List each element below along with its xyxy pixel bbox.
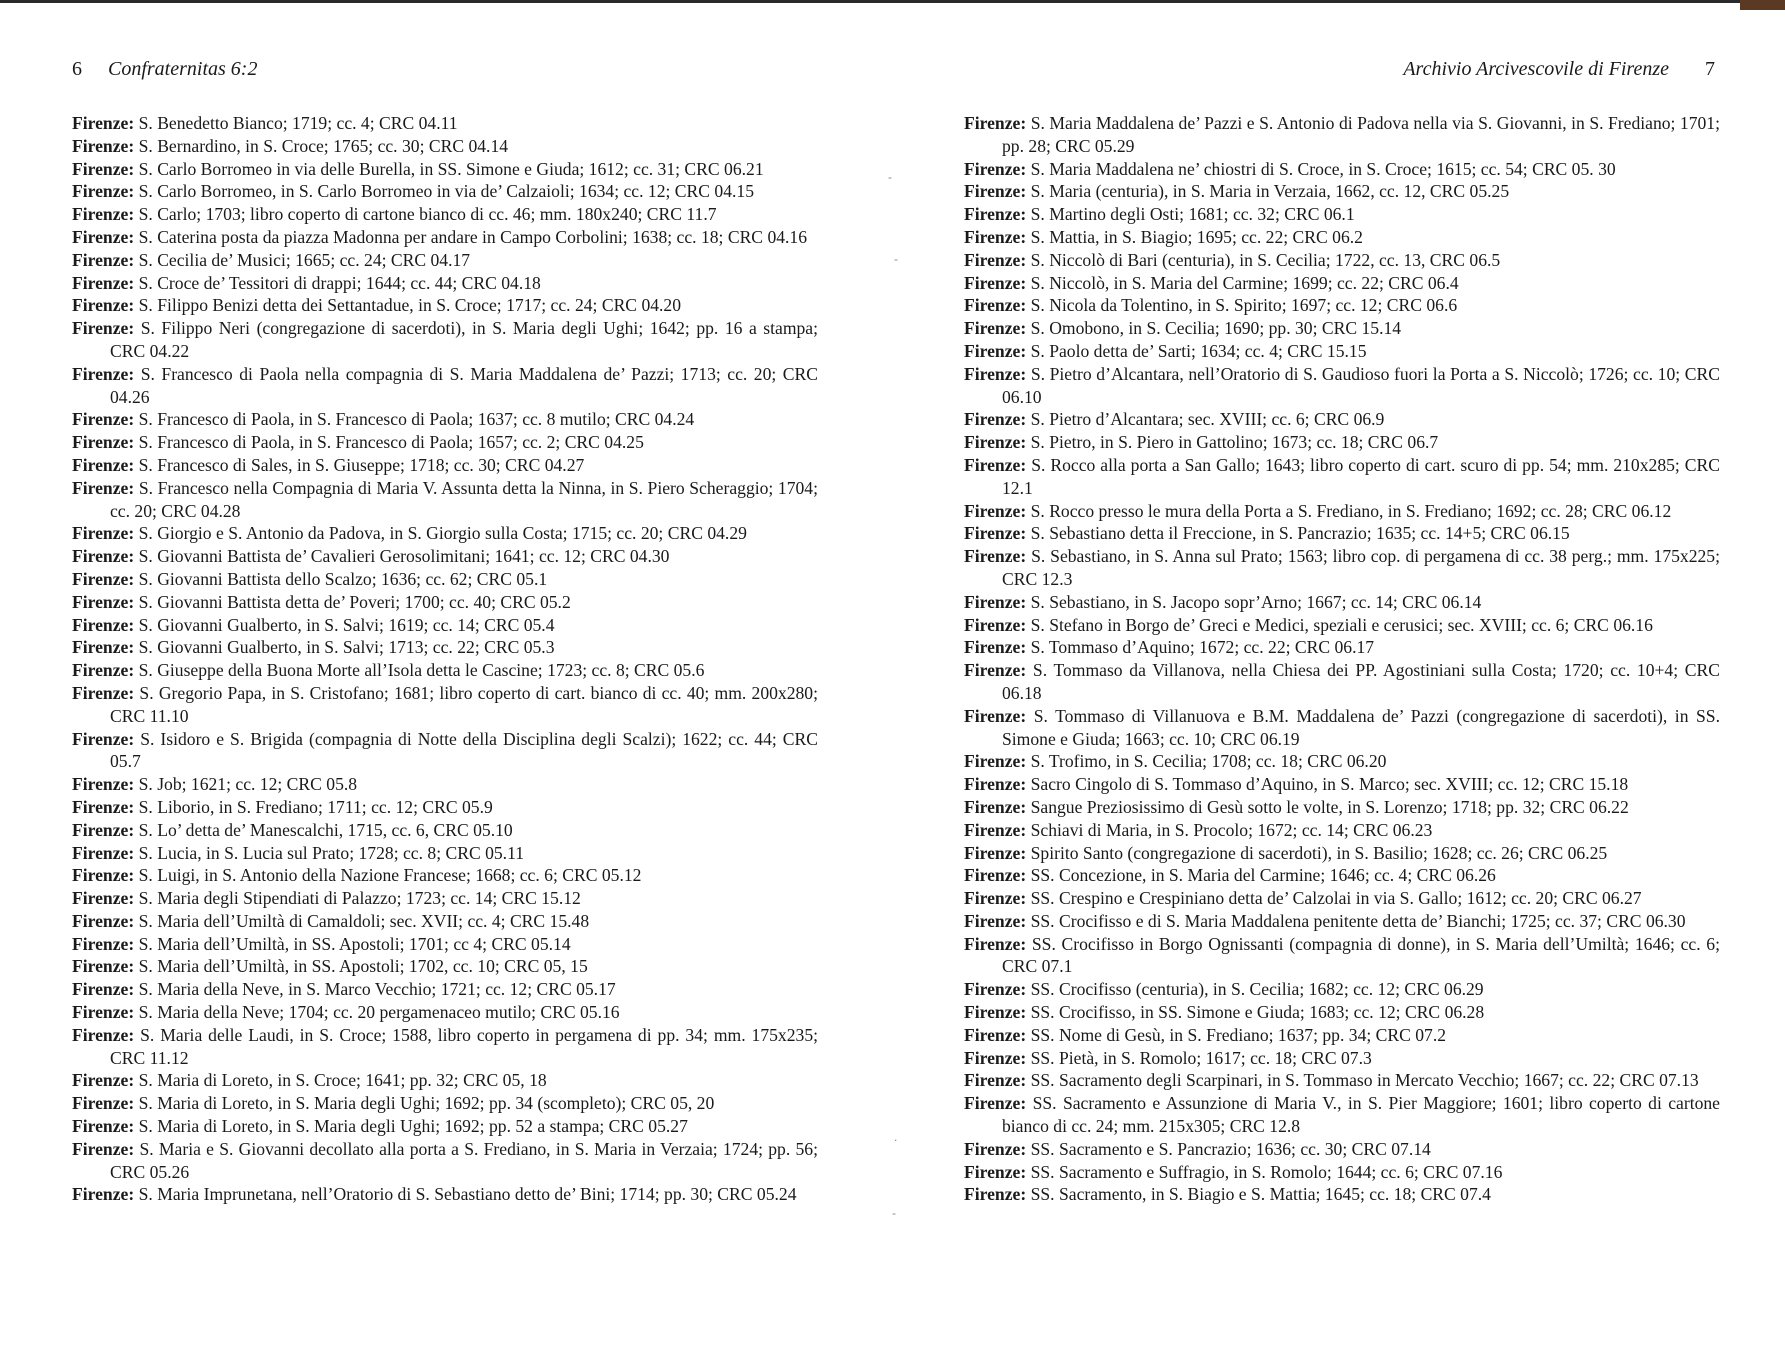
entry-text: S. Maria di Loreto, in S. Maria degli Ughi; 1692; pp. 52 a stampa; CRC 05.27	[138, 1116, 688, 1137]
entry-text: SS. Crocifisso (centuria), in S. Cecilia; 1682; cc. 12; CRC 06.29	[1030, 979, 1484, 1000]
entry-place: Firenze:	[72, 774, 135, 795]
entry-text: S. Carlo; 1703; libro coperto di cartone bianco di cc. 46; mm. 180x240; CRC 11.7	[138, 204, 717, 225]
entry-text: S. Maria e S. Giovanni decollato alla porta a S. Frediano, in S. Maria in Verzaia; 1724; pp. 56; CRC 05.26	[110, 1138, 818, 1182]
entry-place: Firenze:	[72, 796, 135, 817]
entry-place: Firenze:	[964, 774, 1027, 795]
catalog-entry	[72, 408, 818, 431]
catalog-entry	[964, 272, 1720, 295]
gutter-mark: -	[888, 170, 892, 184]
catalog-entry	[964, 249, 1720, 272]
entry-text: S. Mattia, in S. Biagio; 1695; cc. 22; CRC 06.2	[1030, 226, 1363, 247]
entry-place: Firenze:	[964, 751, 1027, 772]
catalog-entry	[72, 545, 818, 568]
entry-text: S. Bernardino, in S. Croce; 1765; cc. 30; CRC 04.14	[138, 135, 509, 156]
entry-text: S. Sebastiano, in S. Anna sul Prato; 1563; libro cop. di pergamena di cc. 38 perg.; mm. 175x225; CRC 12.3	[1002, 546, 1720, 589]
entry-text: S. Tommaso di Villanuova e B.M. Maddalena de’ Pazzi (congregazione di sacerdoti), in SS. Simone e Giuda; 1663; cc. 10; CRC 06.19	[1002, 705, 1720, 749]
catalog-entry	[72, 933, 818, 956]
entry-text: S. Filippo Benizi detta dei Settantadue, in S. Croce; 1717; cc. 24; CRC 04.20	[138, 295, 682, 316]
catalog-entry	[72, 522, 818, 545]
catalog-entry	[72, 112, 818, 135]
entry-text: S. Rocco alla porta a San Gallo; 1643; libro coperto di cart. scuro di pp. 54; mm. 210x285; CRC 12.1	[1002, 454, 1720, 498]
entry-place: Firenze:	[72, 135, 135, 156]
entry-text: S. Gregorio Papa, in S. Cristofano; 1681; libro coperto di cart. bianco di cc. 40; mm. 200x280; CRC 11.10	[110, 682, 818, 726]
entry-text: S. Pietro d’Alcantara; sec. XVIII; cc. 6; CRC 06.9	[1030, 409, 1385, 430]
entry-text: S. Francesco nella Compagnia di Maria V. Assunta detta la Ninna, in S. Piero Scheraggio; 1704; cc. 20; CRC 04.28	[110, 477, 818, 521]
entry-place: Firenze:	[72, 1070, 135, 1091]
entry-place: Firenze:	[964, 500, 1027, 521]
catalog-entry	[72, 454, 818, 477]
entry-text: S. Francesco di Paola, in S. Francesco di Paola; 1637; cc. 8 mutilo; CRC 04.24	[138, 409, 695, 430]
entry-place: Firenze:	[72, 728, 135, 749]
catalog-entry	[72, 728, 818, 774]
catalog-entry	[72, 636, 818, 659]
catalog-entry	[72, 317, 818, 363]
entry-text: S. Maria dell’Umiltà di Camaldoli; sec. XVII; cc. 4; CRC 15.48	[138, 910, 590, 931]
entry-place: Firenze:	[72, 204, 135, 225]
entry-text: S. Giovanni Battista de’ Cavalieri Gerosolimitani; 1641; cc. 12; CRC 04.30	[138, 546, 670, 567]
catalog-entry	[964, 819, 1720, 842]
left-page	[0, 0, 880, 1345]
entry-text: S. Tommaso d’Aquino; 1672; cc. 22; CRC 06.17	[1030, 637, 1375, 658]
entry-text: S. Rocco presso le mura della Porta a S. Frediano, in S. Frediano; 1692; cc. 28; CRC 06.12	[1030, 500, 1672, 521]
catalog-entry	[72, 773, 818, 796]
entry-text: S. Stefano in Borgo de’ Greci e Medici, speziali e cerusici; sec. XVIII; cc. 6; CRC 06.16	[1030, 614, 1653, 635]
catalog-entry	[72, 294, 818, 317]
entry-place: Firenze:	[964, 1024, 1027, 1045]
entry-text: S. Maria Imprunetana, nell’Oratorio di S. Sebastiano detto de’ Bini; 1714; pp. 30; CRC 05.24	[138, 1184, 797, 1205]
entry-text: S. Martino degli Osti; 1681; cc. 32; CRC 06.1	[1030, 204, 1355, 225]
catalog-entry	[964, 636, 1720, 659]
catalog-entry	[964, 1092, 1720, 1138]
catalog-entry	[72, 1138, 818, 1184]
catalog-entry	[72, 135, 818, 158]
entry-place: Firenze:	[964, 1047, 1027, 1068]
entry-place: Firenze:	[964, 796, 1027, 817]
entry-text: SS. Crocifisso, in SS. Simone e Giuda; 1683; cc. 12; CRC 06.28	[1030, 1002, 1485, 1023]
entry-place: Firenze:	[72, 477, 135, 498]
catalog-entry	[964, 659, 1720, 705]
catalog-entry	[964, 750, 1720, 773]
entry-place: Firenze:	[72, 363, 135, 384]
entry-text: SS. Crocifisso in Borgo Ognissanti (compagnia di donne), in S. Maria dell’Umiltà; 1646; cc. 6; CRC 07.1	[1002, 933, 1720, 977]
entry-text: S. Benedetto Bianco; 1719; cc. 4; CRC 04.11	[138, 113, 458, 133]
entry-text: S. Pietro d’Alcantara, nell’Oratorio di S. Gaudioso fuori la Porta a S. Niccolò; 1726; cc. 10; CRC 06.10	[1002, 363, 1720, 407]
catalog-entry	[72, 796, 818, 819]
entry-text: S. Maria di Loreto, in S. Maria degli Ughi; 1692; pp. 34 (scompleto); CRC 05, 20	[138, 1093, 715, 1114]
catalog-entry	[964, 294, 1720, 317]
entry-place: Firenze:	[72, 568, 135, 589]
entry-place: Firenze:	[964, 614, 1027, 635]
catalog-entry	[72, 1115, 818, 1138]
entry-place: Firenze:	[964, 226, 1027, 247]
entry-text: S. Tommaso da Villanova, nella Chiesa dei PP. Agostiniani sulla Costa; 1720; cc. 10+4; CRC 06.18	[1002, 660, 1720, 703]
entry-place: Firenze:	[964, 272, 1027, 293]
entry-place: Firenze:	[72, 614, 135, 635]
entry-text: S. Maria Maddalena de’ Pazzi e S. Antonio di Padova nella via S. Giovanni, in S. Frediano; 1701; pp. 28; CRC 05.29	[1002, 113, 1720, 156]
entry-place: Firenze:	[964, 204, 1027, 225]
entry-text: S. Giovanni Battista dello Scalzo; 1636; cc. 62; CRC 05.1	[138, 568, 548, 589]
entry-place: Firenze:	[72, 865, 135, 886]
catalog-entry	[72, 363, 818, 409]
catalog-entry	[72, 1069, 818, 1092]
entry-place: Firenze:	[72, 591, 135, 612]
entry-place: Firenze:	[72, 637, 135, 658]
left-running-title: Confraternitas 6:2	[108, 58, 258, 80]
entry-place: Firenze:	[72, 910, 135, 931]
catalog-entry	[964, 933, 1720, 979]
entry-place: Firenze:	[964, 546, 1027, 567]
entry-place: Firenze:	[964, 1002, 1027, 1023]
entry-text: SS. Crespino e Crespiniano detta de’ Calzolai in via S. Gallo; 1612; cc. 20; CRC 06.27	[1030, 888, 1642, 909]
catalog-entry	[964, 796, 1720, 819]
catalog-entry	[964, 317, 1720, 340]
catalog-entry	[72, 887, 818, 910]
gutter-mark: -	[894, 252, 898, 266]
catalog-entry	[964, 340, 1720, 363]
entry-text: Spirito Santo (congregazione di sacerdoti), in S. Basilio; 1628; cc. 26; CRC 06.25	[1030, 842, 1608, 863]
entry-place: Firenze:	[72, 1116, 135, 1137]
entry-text: Sangue Preziosissimo di Gesù sotto le volte, in S. Lorenzo; 1718; pp. 32; CRC 06.22	[1030, 796, 1629, 817]
entry-place: Firenze:	[72, 454, 135, 475]
entry-text: S. Francesco di Sales, in S. Giuseppe; 1718; cc. 30; CRC 04.27	[138, 454, 585, 475]
entry-place: Firenze:	[72, 682, 135, 703]
entry-place: Firenze:	[72, 432, 135, 453]
entry-place: Firenze:	[964, 113, 1027, 133]
right-entry-list	[964, 112, 1720, 1206]
entry-place: Firenze:	[72, 523, 135, 544]
entry-text: S. Maria degli Stipendiati di Palazzo; 1723; cc. 14; CRC 15.12	[138, 888, 581, 909]
entry-place: Firenze:	[964, 910, 1027, 931]
catalog-entry	[964, 1024, 1720, 1047]
catalog-entry	[964, 1161, 1720, 1184]
gutter-mark: .	[894, 1130, 898, 1144]
entry-text: S. Liborio, in S. Frediano; 1711; cc. 12; CRC 05.9	[138, 796, 493, 817]
entry-text: S. Maria Maddalena ne’ chiostri di S. Croce, in S. Croce; 1615; cc. 54; CRC 05. 30	[1030, 158, 1616, 179]
entry-text: Schiavi di Maria, in S. Procolo; 1672; cc. 14; CRC 06.23	[1030, 819, 1433, 840]
entry-text: S. Maria della Neve; 1704; cc. 20 pergamenaceo mutilo; CRC 05.16	[138, 1002, 620, 1023]
entry-place: Firenze:	[72, 272, 135, 293]
catalog-entry	[964, 522, 1720, 545]
entry-text: S. Carlo Borromeo in via delle Burella, in SS. Simone e Giuda; 1612; cc. 31; CRC 06.21	[138, 158, 764, 179]
entry-text: S. Sebastiano detta il Freccione, in S. Pancrazio; 1635; cc. 14+5; CRC 06.15	[1030, 523, 1570, 544]
entry-text: S. Caterina posta da piazza Madonna per andare in Campo Corbolini; 1638; cc. 18; CRC 04.16	[138, 226, 808, 247]
entry-place: Firenze:	[72, 933, 135, 954]
entry-text: S. Omobono, in S. Cecilia; 1690; pp. 30; CRC 15.14	[1030, 318, 1402, 339]
entry-place: Firenze:	[964, 340, 1027, 361]
entry-place: Firenze:	[72, 181, 135, 202]
entry-place: Firenze:	[964, 432, 1027, 453]
entry-place: Firenze:	[964, 158, 1027, 179]
entry-place: Firenze:	[72, 1138, 135, 1159]
catalog-entry	[964, 1069, 1720, 1092]
catalog-entry	[72, 591, 818, 614]
left-page-header	[72, 58, 257, 81]
entry-place: Firenze:	[72, 409, 135, 430]
entry-text: S. Isidoro e S. Brigida (compagnia di Notte della Disciplina degli Scalzi); 1622; cc. 44; CRC 05.7	[110, 728, 818, 772]
entry-text: S. Croce de’ Tessitori di drappi; 1644; cc. 44; CRC 04.18	[138, 272, 541, 293]
entry-place: Firenze:	[72, 1093, 135, 1114]
entry-text: S. Maria della Neve, in S. Marco Vecchio; 1721; cc. 12; CRC 05.17	[138, 979, 616, 1000]
catalog-entry	[964, 864, 1720, 887]
catalog-entry	[72, 272, 818, 295]
catalog-entry	[72, 910, 818, 933]
entry-place: Firenze:	[964, 1184, 1027, 1205]
catalog-entry	[72, 842, 818, 865]
entry-text: SS. Pietà, in S. Romolo; 1617; cc. 18; CRC 07.3	[1030, 1047, 1372, 1068]
entry-place: Firenze:	[964, 888, 1027, 909]
entry-text: S. Cecilia de’ Musici; 1665; cc. 24; CRC 04.17	[138, 249, 471, 270]
entry-place: Firenze:	[964, 249, 1027, 270]
catalog-entry	[964, 614, 1720, 637]
catalog-entry	[964, 363, 1720, 409]
entry-place: Firenze:	[72, 249, 135, 270]
catalog-entry	[72, 180, 818, 203]
entry-text: S. Giovanni Gualberto, in S. Salvi; 1619; cc. 14; CRC 05.4	[138, 614, 555, 635]
right-page	[920, 0, 1785, 1345]
right-running-title: Archivio Arcivescovile di Firenze	[1403, 58, 1669, 80]
catalog-entry	[72, 1092, 818, 1115]
catalog-entry	[72, 1024, 818, 1070]
catalog-entry	[72, 477, 818, 523]
entry-text: S. Sebastiano, in S. Jacopo sopr’Arno; 1667; cc. 14; CRC 06.14	[1030, 591, 1482, 612]
entry-text: SS. Sacramento degli Scarpinari, in S. Tommaso in Mercato Vecchio; 1667; cc. 22; CRC 07.13	[1030, 1070, 1699, 1091]
entry-place: Firenze:	[964, 523, 1027, 544]
catalog-entry	[72, 682, 818, 728]
entry-text: S. Lucia, in S. Lucia sul Prato; 1728; cc. 8; CRC 05.11	[138, 842, 525, 863]
entry-place: Firenze:	[964, 819, 1027, 840]
catalog-entry	[72, 249, 818, 272]
catalog-entry	[964, 591, 1720, 614]
catalog-entry	[964, 203, 1720, 226]
catalog-entry	[964, 1138, 1720, 1161]
catalog-entry	[72, 431, 818, 454]
right-page-number: 7	[1705, 58, 1715, 80]
entry-text: S. Giuseppe della Buona Morte all’Isola detta le Cascine; 1723; cc. 8; CRC 05.6	[138, 660, 705, 681]
catalog-entry	[964, 705, 1720, 751]
entry-place: Firenze:	[964, 295, 1027, 316]
entry-place: Firenze:	[964, 409, 1027, 430]
left-entry-list	[72, 112, 818, 1206]
entry-text: S. Pietro, in S. Piero in Gattolino; 1673; cc. 18; CRC 06.7	[1030, 432, 1439, 453]
entry-place: Firenze:	[964, 1161, 1027, 1182]
entry-place: Firenze:	[72, 888, 135, 909]
entry-place: Firenze:	[964, 705, 1027, 726]
catalog-entry	[964, 112, 1720, 158]
entry-text: S. Nicola da Tolentino, in S. Spirito; 1697; cc. 12; CRC 06.6	[1030, 295, 1458, 316]
entry-text: S. Maria (centuria), in S. Maria in Verzaia, 1662, cc. 12, CRC 05.25	[1030, 181, 1510, 202]
entry-text: SS. Concezione, in S. Maria del Carmine; 1646; cc. 4; CRC 06.26	[1030, 865, 1496, 886]
entry-text: S. Giovanni Gualberto, in S. Salvi; 1713; cc. 22; CRC 05.3	[138, 637, 555, 658]
catalog-entry	[72, 568, 818, 591]
catalog-entry	[72, 955, 818, 978]
entry-place: Firenze:	[72, 113, 135, 133]
catalog-entry	[72, 659, 818, 682]
entry-text: S. Trofimo, in S. Cecilia; 1708; cc. 18; CRC 06.20	[1030, 751, 1387, 772]
entry-place: Firenze:	[964, 363, 1027, 384]
entry-text: SS. Sacramento e Suffragio, in S. Romolo; 1644; cc. 6; CRC 07.16	[1030, 1161, 1503, 1182]
entry-text: S. Luigi, in S. Antonio della Nazione Francese; 1668; cc. 6; CRC 05.12	[138, 865, 642, 886]
catalog-entry	[964, 408, 1720, 431]
entry-place: Firenze:	[72, 979, 135, 1000]
left-page-number: 6	[72, 58, 82, 80]
entry-text: SS. Sacramento e S. Pancrazio; 1636; cc. 30; CRC 07.14	[1030, 1138, 1431, 1159]
catalog-entry	[964, 1047, 1720, 1070]
catalog-entry	[72, 864, 818, 887]
entry-text: S. Francesco di Paola nella compagnia di S. Maria Maddalena de’ Pazzi; 1713; cc. 20; CRC 04.26	[110, 363, 818, 407]
catalog-entry	[72, 819, 818, 842]
catalog-entry	[964, 226, 1720, 249]
entry-place: Firenze:	[964, 181, 1027, 202]
entry-place: Firenze:	[72, 1002, 135, 1023]
catalog-entry	[964, 431, 1720, 454]
entry-place: Firenze:	[964, 591, 1027, 612]
catalog-entry	[72, 226, 818, 249]
entry-place: Firenze:	[72, 842, 135, 863]
entry-place: Firenze:	[964, 660, 1027, 681]
entry-place: Firenze:	[72, 1024, 135, 1045]
right-page-header	[1403, 58, 1715, 81]
entry-place: Firenze:	[72, 660, 135, 681]
entry-text: S. Maria dell’Umiltà, in SS. Apostoli; 1702, cc. 10; CRC 05, 15	[138, 956, 588, 977]
catalog-entry	[964, 842, 1720, 865]
entry-text: S. Maria dell’Umiltà, in SS. Apostoli; 1701; cc 4; CRC 05.14	[138, 933, 571, 954]
catalog-entry	[72, 203, 818, 226]
entry-text: S. Niccolò, in S. Maria del Carmine; 1699; cc. 22; CRC 06.4	[1030, 272, 1459, 293]
entry-place: Firenze:	[72, 956, 135, 977]
entry-text: S. Maria delle Laudi, in S. Croce; 1588, libro coperto in pergamena di pp. 34; mm. 175x235; CRC 11.12	[110, 1024, 818, 1068]
entry-text: S. Lo’ detta de’ Manescalchi, 1715, cc. 6, CRC 05.10	[138, 819, 513, 840]
catalog-entry	[964, 180, 1720, 203]
entry-text: S. Carlo Borromeo, in S. Carlo Borromeo in via de’ Calzaioli; 1634; cc. 12; CRC 04.15	[138, 181, 754, 202]
catalog-entry	[964, 545, 1720, 591]
catalog-entry	[72, 614, 818, 637]
entry-place: Firenze:	[964, 865, 1027, 886]
entry-place: Firenze:	[72, 158, 135, 179]
catalog-entry	[72, 978, 818, 1001]
entry-place: Firenze:	[72, 1184, 135, 1205]
gutter-mark: -	[892, 1206, 896, 1220]
entry-place: Firenze:	[964, 933, 1027, 954]
entry-text: SS. Nome di Gesù, in S. Frediano; 1637; pp. 34; CRC 07.2	[1030, 1024, 1447, 1045]
entry-place: Firenze:	[964, 979, 1027, 1000]
catalog-entry	[72, 1001, 818, 1024]
entry-place: Firenze:	[964, 1070, 1027, 1091]
entry-place: Firenze:	[964, 454, 1027, 475]
entry-place: Firenze:	[964, 1093, 1027, 1114]
entry-text: SS. Crocifisso e di S. Maria Maddalena penitente detta de’ Bianchi; 1725; cc. 37; CRC 06.30	[1030, 910, 1686, 931]
entry-text: S. Giorgio e S. Antonio da Padova, in S. Giorgio sulla Costa; 1715; cc. 20; CRC 04.29	[138, 523, 747, 544]
entry-place: Firenze:	[964, 318, 1027, 339]
entry-text: S. Giovanni Battista detta de’ Poveri; 1700; cc. 40; CRC 05.2	[138, 591, 571, 612]
catalog-entry	[964, 454, 1720, 500]
entry-place: Firenze:	[964, 1138, 1027, 1159]
entry-text: S. Job; 1621; cc. 12; CRC 05.8	[138, 774, 358, 795]
catalog-entry	[964, 500, 1720, 523]
catalog-entry	[72, 158, 818, 181]
catalog-entry	[964, 978, 1720, 1001]
entry-text: S. Francesco di Paola, in S. Francesco di Paola; 1657; cc. 2; CRC 04.25	[138, 432, 644, 453]
catalog-entry	[72, 1183, 818, 1206]
entry-place: Firenze:	[72, 295, 135, 316]
catalog-entry	[964, 887, 1720, 910]
entry-place: Firenze:	[72, 226, 135, 247]
catalog-entry	[964, 1001, 1720, 1024]
entry-text: SS. Sacramento, in S. Biagio e S. Mattia; 1645; cc. 18; CRC 07.4	[1030, 1184, 1491, 1205]
catalog-entry	[964, 910, 1720, 933]
entry-place: Firenze:	[72, 318, 135, 339]
entry-place: Firenze:	[964, 637, 1027, 658]
entry-text: SS. Sacramento e Assunzione di Maria V., in S. Pier Maggiore; 1601; libro coperto di cartone bianco di cc. 24; mm. 215x305; CRC 12.8	[1002, 1093, 1720, 1137]
entry-place: Firenze:	[72, 819, 135, 840]
entry-text: S. Paolo detta de’ Sarti; 1634; cc. 4; CRC 15.15	[1030, 340, 1367, 361]
entry-place: Firenze:	[72, 546, 135, 567]
entry-place: Firenze:	[964, 842, 1027, 863]
entry-text: S. Filippo Neri (congregazione di sacerdoti), in S. Maria degli Ughi; 1642; pp. 16 a stampa; CRC 04.22	[110, 318, 818, 361]
entry-text: S. Niccolò di Bari (centuria), in S. Cecilia; 1722, cc. 13, CRC 06.5	[1030, 249, 1501, 270]
catalog-entry	[964, 773, 1720, 796]
catalog-entry	[964, 1183, 1720, 1206]
catalog-entry	[964, 158, 1720, 181]
entry-text: S. Maria di Loreto, in S. Croce; 1641; pp. 32; CRC 05, 18	[138, 1070, 547, 1091]
entry-text: Sacro Cingolo di S. Tommaso d’Aquino, in S. Marco; sec. XVIII; cc. 12; CRC 15.18	[1030, 774, 1629, 795]
